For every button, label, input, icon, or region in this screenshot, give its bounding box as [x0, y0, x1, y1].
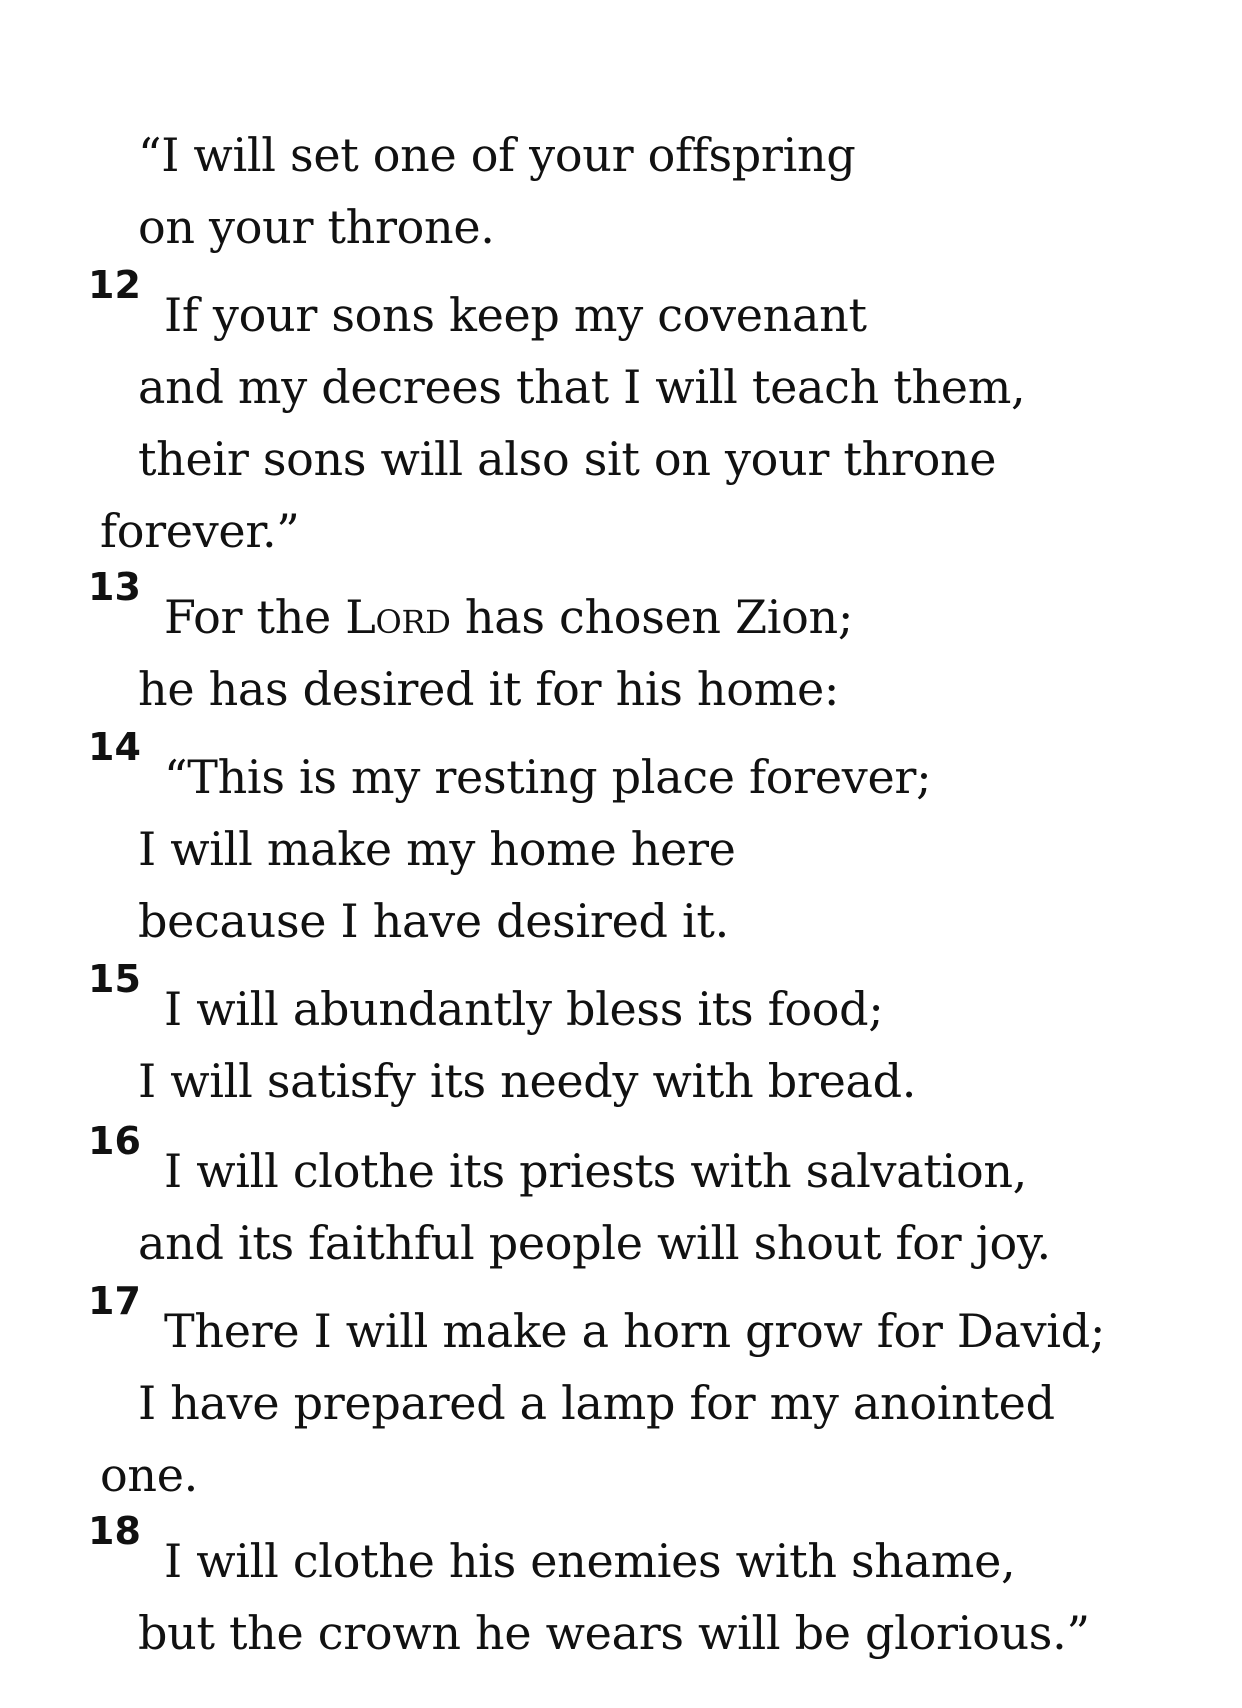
poetry-line: one. — [100, 1448, 198, 1502]
poetry-line: I will clothe its priests with salvation, — [164, 1144, 1027, 1198]
poetry-line: “This is my resting place forever; — [164, 750, 932, 804]
poetry-line: I will abundantly bless its food; — [164, 982, 884, 1036]
poetry-line: There I will make a horn grow for David; — [164, 1304, 1106, 1358]
poetry-line: their sons will also sit on your throne — [138, 432, 997, 486]
poetry-line: I will clothe his enemies with shame, — [164, 1534, 1016, 1588]
line-text: has chosen Zion; — [450, 590, 854, 644]
poetry-line: he has desired it for his home: — [138, 662, 840, 716]
verse-number: 17 — [88, 1279, 141, 1323]
verse-number: 13 — [88, 565, 141, 609]
poetry-line: If your sons keep my covenant — [164, 288, 867, 342]
poetry-line: I will make my home here — [138, 822, 736, 876]
verse-number: 18 — [88, 1509, 141, 1553]
line-text: For the — [164, 590, 346, 644]
poetry-line: forever.” — [100, 504, 300, 558]
verse-number: 16 — [88, 1119, 141, 1163]
poetry-line: but the crown he wears will be glorious.” — [138, 1606, 1090, 1660]
poetry-line: I will satisfy its needy with bread. — [138, 1054, 917, 1108]
verse-number: 15 — [88, 957, 141, 1001]
verse-number: 12 — [88, 263, 141, 307]
poetry-line: I have prepared a lamp for my anointed — [138, 1376, 1055, 1430]
poetry-line: “I will set one of your offspring — [138, 128, 856, 182]
poetry-line: because I have desired it. — [138, 894, 729, 948]
poetry-line: and my decrees that I will teach them, — [138, 360, 1026, 414]
poetry-line: and its faithful people will shout for joy. — [138, 1216, 1051, 1270]
poetry-line — [164, 590, 854, 644]
verse-number: 14 — [88, 725, 141, 769]
divine-name-smallcaps: Lord — [345, 590, 451, 644]
poetry-line: on your throne. — [138, 200, 495, 254]
